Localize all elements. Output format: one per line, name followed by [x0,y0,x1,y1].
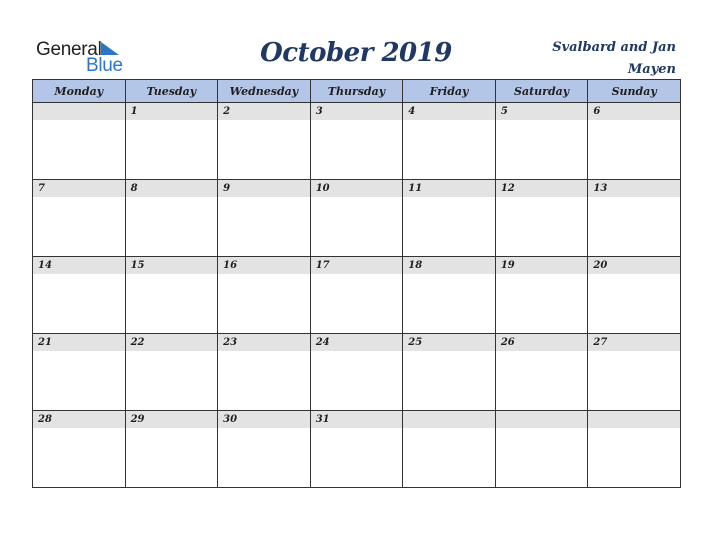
day-number: 10 [311,180,403,197]
day-number: 31 [311,411,403,428]
day-number: 8 [126,180,218,197]
day-number: 6 [588,103,680,120]
day-number: 18 [403,257,495,274]
day-number: 16 [218,257,310,274]
day-number: 12 [496,180,588,197]
day-cell [33,257,126,334]
day-cell [33,334,126,411]
day-number: 27 [588,334,680,351]
day-cell [495,103,588,180]
day-number: 13 [588,180,680,197]
day-number: 9 [218,180,310,197]
day-cell [588,334,681,411]
day-number: 30 [218,411,310,428]
weekday-header-row [33,80,681,103]
day-number: 2 [218,103,310,120]
week-row [33,103,681,180]
day-number: 14 [33,257,125,274]
day-number [588,411,680,428]
day-number: 29 [126,411,218,428]
day-cell [218,103,311,180]
day-number: 28 [33,411,125,428]
day-cell [33,411,126,488]
day-cell [588,103,681,180]
calendar-title: October 2019 [260,38,452,68]
day-cell [218,411,311,488]
weekday-wednesday: Wednesday [218,80,311,103]
day-number [403,411,495,428]
day-number: 25 [403,334,495,351]
day-cell [403,411,496,488]
day-cell [310,411,403,488]
day-number: 1 [126,103,218,120]
day-number: 20 [588,257,680,274]
logo-flag-icon [101,42,121,56]
day-number: 3 [311,103,403,120]
generalblue-logo [36,39,136,75]
day-cell [33,180,126,257]
day-number: 5 [496,103,588,120]
logo-word-blue: Blue [86,55,123,76]
day-cell [403,334,496,411]
day-cell [310,257,403,334]
weekday-saturday: Saturday [495,80,588,103]
day-cell [403,257,496,334]
day-cell [495,257,588,334]
day-number: 11 [403,180,495,197]
day-cell [218,334,311,411]
day-cell [125,334,218,411]
day-cell [403,103,496,180]
day-cell [495,180,588,257]
day-cell [125,411,218,488]
day-number: 24 [311,334,403,351]
day-number: 17 [311,257,403,274]
day-cell [125,103,218,180]
logo-word-general: General [36,39,102,60]
weekday-monday: Monday [33,80,126,103]
weekday-thursday: Thursday [310,80,403,103]
day-cell [588,180,681,257]
day-number: 19 [496,257,588,274]
day-number: 4 [403,103,495,120]
day-number: 22 [126,334,218,351]
region-name: Svalbard and Jan Mayen [552,40,676,77]
day-cell [310,334,403,411]
weekday-tuesday: Tuesday [125,80,218,103]
day-cell [125,257,218,334]
day-number: 7 [33,180,125,197]
week-row [33,180,681,257]
day-cell [588,411,681,488]
day-cell [588,257,681,334]
weekday-sunday: Sunday [588,80,681,103]
day-cell [33,103,126,180]
day-cell [495,411,588,488]
day-number: 21 [33,334,125,351]
day-cell [218,257,311,334]
weekday-friday: Friday [403,80,496,103]
week-row [33,334,681,411]
day-number [496,411,588,428]
day-number: 23 [218,334,310,351]
week-row [33,257,681,334]
calendar-grid [32,79,681,488]
day-cell [310,180,403,257]
week-row [33,411,681,488]
day-cell [403,180,496,257]
day-cell [125,180,218,257]
day-number [33,103,125,120]
day-cell [310,103,403,180]
day-cell [218,180,311,257]
day-number: 15 [126,257,218,274]
day-cell [495,334,588,411]
day-number: 26 [496,334,588,351]
